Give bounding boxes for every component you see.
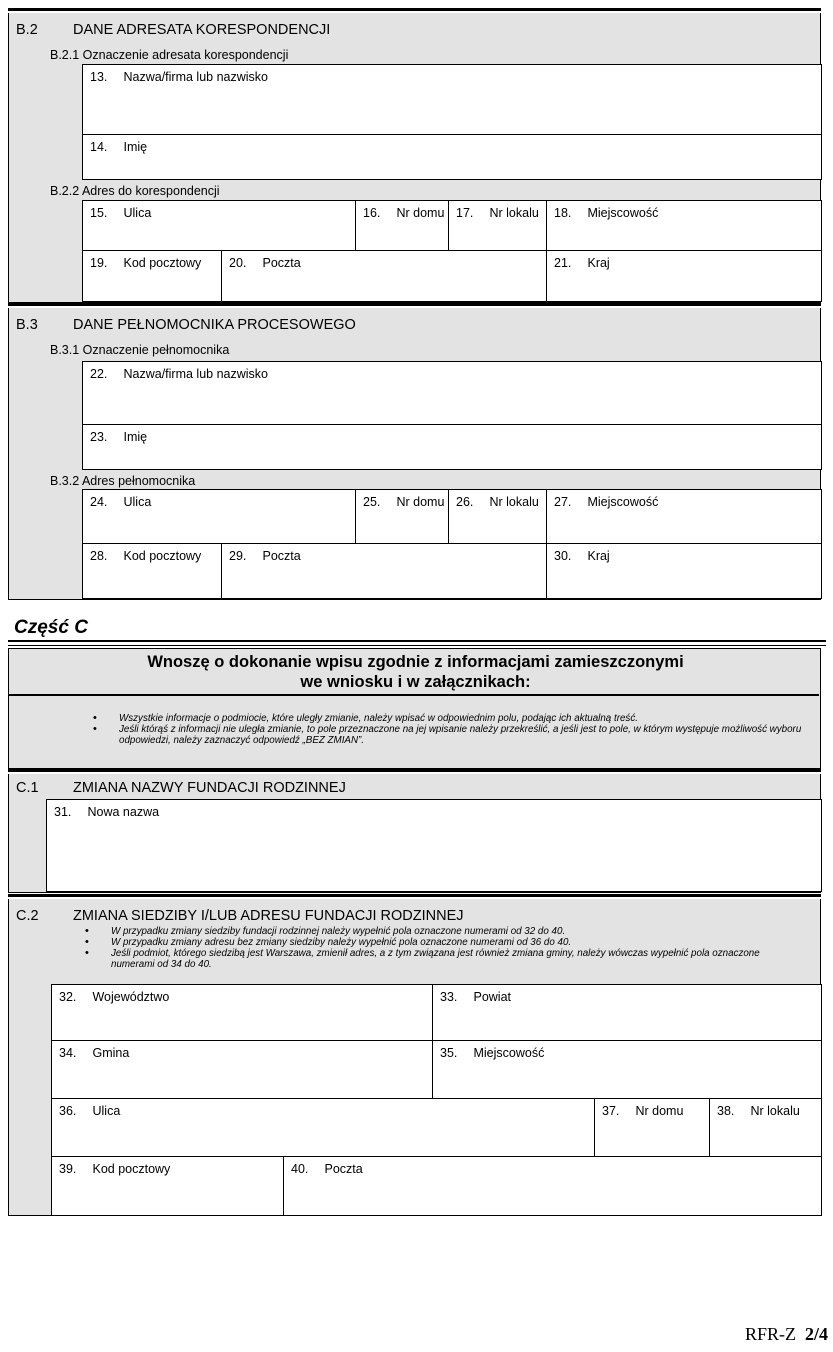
part-c-rule-thin [8,645,826,646]
section-c2-code: C.2 [16,908,39,924]
field-29-label: Poczta [262,549,301,563]
field-39-postal-code[interactable]: 39. Kod pocztowy [51,1156,285,1216]
field-21-label: Kraj [587,256,610,270]
field-27-label: Miejscowość [587,495,659,509]
part-c-title: Część C [14,617,88,638]
field-38-apartment-number[interactable]: 38. Nr lokalu [709,1098,822,1158]
section-c2-top-rule [8,894,821,897]
subsection-b32-title: B.3.2 Adres pełnomocnika [50,474,196,488]
field-23-label: Imię [123,430,148,444]
field-17-label: Nr lokalu [489,206,539,220]
section-b3 [8,308,821,600]
field-18-city[interactable]: 18. Miejscowość [546,200,822,252]
section-b3-code: B.3 [16,317,38,333]
section-b2 [8,13,821,303]
part-c-rule [8,640,826,642]
field-28-postal-code[interactable]: 28. Kod pocztowy [82,543,223,599]
section-c2-notes [111,926,791,970]
section-c2-title: ZMIANA SIEDZIBY I/LUB ADRESU FUNDACJI RODZINNEJ [73,908,464,924]
section-b2-title: DANE ADRESATA KORESPONDENCJI [73,22,331,38]
section-c2 [8,899,821,1216]
field-14-first-name[interactable]: 14. Imię [82,134,822,180]
field-32-label: Województwo [92,990,170,1004]
part-c-notes [119,713,809,746]
part-c-statement: Wnoszę o dokonanie wpisu zgodnie z informacjami zamieszczonymi we wniosku i w załącznikach: [147,653,684,691]
field-18-label: Miejscowość [587,206,659,220]
field-31-label: Nowa nazwa [87,805,160,819]
part-c-note: • Wszystkie informacje o podmiocie, które uległy zmianie, należy wpisać w odpowiednim polu, podając ich aktualną treść. [119,713,809,724]
part-c-statement-box [8,648,821,769]
field-16-label: Nr domu [396,206,445,220]
field-26-apartment-number[interactable]: 26. Nr lokalu [448,489,548,545]
section-b3-title: DANE PEŁNOMOCNIKA PROCESOWEGO [73,317,356,333]
field-34-label: Gmina [92,1046,130,1060]
field-28-label: Kod pocztowy [123,549,202,563]
field-33-label: Powiat [473,990,512,1004]
part-c-note: • Jeśli którąś z informacji nie uległa zmianie, to pole przeznaczone na jej wpisanie należy przekreślić, a jeśli jest to pole, w którym występuje możliwość wyboru odpowiedzi, należy zaznaczyć odpowiedź „BEZ ZMIAN”. [119,724,809,746]
field-17-apartment-number[interactable]: 17. Nr lokalu [448,200,548,252]
field-22-name[interactable]: 22. Nazwa/firma lub nazwisko [82,361,822,426]
subsection-b31-title: B.3.1 Oznaczenie pełnomocnika [50,343,230,357]
field-35-label: Miejscowość [473,1046,545,1060]
field-36-street[interactable]: 36. Ulica [51,1098,596,1158]
field-16-house-number[interactable]: 16. Nr domu [355,200,450,252]
field-30-country[interactable]: 30. Kraj [546,543,822,599]
field-15-street[interactable]: 15. Ulica [82,200,357,252]
field-19-postal-code[interactable]: 19. Kod pocztowy [82,250,223,302]
field-13-label: Nazwa/firma lub nazwisko [123,70,268,84]
statement-divider [9,694,819,696]
page-number: 2/4 [804,1324,828,1344]
field-37-house-number[interactable]: 37. Nr domu [594,1098,711,1158]
section-c1 [8,774,821,893]
section-b2-top-rule [8,8,821,11]
field-37-label: Nr domu [635,1104,684,1118]
section-c1-title: ZMIANA NAZWY FUNDACJI RODZINNEJ [73,780,346,796]
field-34-commune[interactable]: 34. Gmina [51,1040,434,1100]
section-c2-note: • W przypadku zmiany siedziby fundacji rodzinnej należy wypełnić pola oznaczone numerami od 32 do 40. [111,926,791,937]
page-footer [745,1324,828,1345]
field-38-label: Nr lokalu [750,1104,800,1118]
form-code: RFR-Z [744,1324,796,1344]
field-32-voivodeship[interactable]: 32. Województwo [51,984,434,1042]
field-39-label: Kod pocztowy [92,1162,171,1176]
field-36-label: Ulica [92,1104,121,1118]
field-19-label: Kod pocztowy [123,256,202,270]
field-31-new-name[interactable]: 31. Nowa nazwa [46,799,822,892]
field-25-house-number[interactable]: 25. Nr domu [355,489,450,545]
section-c2-note: • Jeśli podmiot, którego siedzibą jest Warszawa, zmienił adres, a z tym związana jest również zmiana gminy, należy wówczas wypełnić pola oznaczone numerami od 34 do 40. [111,948,791,970]
field-13-name[interactable]: 13. Nazwa/firma lub nazwisko [82,64,822,136]
section-c1-code: C.1 [16,780,39,796]
field-23-first-name[interactable]: 23. Imię [82,424,822,470]
field-26-label: Nr lokalu [489,495,539,509]
field-25-label: Nr domu [396,495,445,509]
field-35-city[interactable]: 35. Miejscowość [432,1040,822,1100]
field-14-label: Imię [123,140,148,154]
field-27-city[interactable]: 27. Miejscowość [546,489,822,545]
subsection-b21-title: B.2.1 Oznaczenie adresata korespondencji [50,48,289,62]
field-15-label: Ulica [123,206,152,220]
field-40-post-office[interactable]: 40. Poczta [283,1156,822,1216]
section-c2-note: • W przypadku zmiany adresu bez zmiany siedziby należy wypełnić pola oznaczone numerami od 36 do 40. [111,937,791,948]
field-20-label: Poczta [262,256,301,270]
field-20-post-office[interactable]: 20. Poczta [221,250,548,302]
field-40-label: Poczta [324,1162,363,1176]
section-b2-code: B.2 [16,22,38,38]
section-b3-top-rule [8,303,821,306]
field-24-street[interactable]: 24. Ulica [82,489,357,545]
field-29-post-office[interactable]: 29. Poczta [221,543,548,599]
subsection-b22-title: B.2.2 Adres do korespondencji [50,184,220,198]
field-30-label: Kraj [587,549,610,563]
field-33-county[interactable]: 33. Powiat [432,984,822,1042]
section-c1-top-rule [8,769,821,772]
field-22-label: Nazwa/firma lub nazwisko [123,367,268,381]
field-24-label: Ulica [123,495,152,509]
field-21-country[interactable]: 21. Kraj [546,250,822,302]
